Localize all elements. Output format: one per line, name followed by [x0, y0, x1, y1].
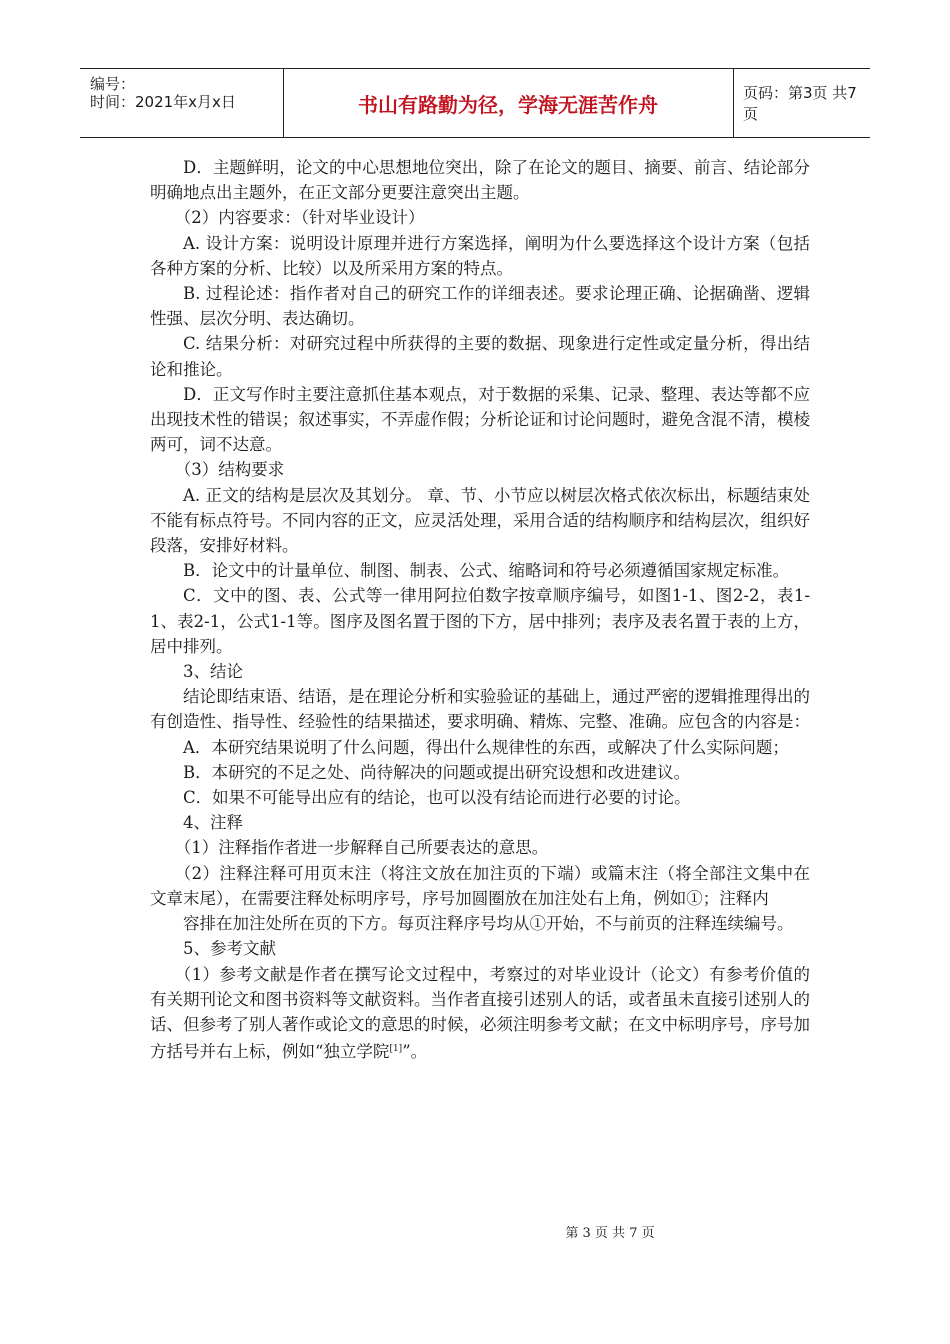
paragraph: （2）注释注释可用页末注（将注文放在加注页的下端）或篇末注（将全部注文集中在文章末尾），在需要注释处标明序号，序号加圆圈放在加注处右上角，例如①；注释内 [150, 863, 810, 908]
header-page-info: 页码：第3页 共7页 [743, 84, 857, 123]
header-meta [80, 69, 284, 137]
paragraph: A. 正文的结构是层次及其划分。 章、节、小节应以树层次格式依次标出，标题结束处不能有标点符号。不同内容的正文，应灵活处理，采用合适的结构顺序和结构层次，组织好段落，安排好材料。 [150, 485, 810, 556]
paragraph [150, 962, 810, 1065]
section-heading: 3、结论 [183, 662, 243, 682]
document-body [150, 155, 810, 1064]
time-label: 时间：2021年x月x日 [90, 93, 236, 111]
paragraph: 结论即结束语、结语，是在理论分析和实验验证的基础上，通过严密的逻辑推理得出的有创造性、指导性、经验性的结果描述，要求明确、精炼、完整、准确。应包含的内容是： [150, 687, 810, 732]
section-heading: 4、注释 [183, 813, 243, 833]
page-footer: 第 3 页 共 7 页 [565, 1226, 655, 1241]
paragraph: B. 过程论述：指作者对自己的研究工作的详细表述。要求论理正确、论据确凿、逻辑性强、层次分明、表达确切。 [150, 284, 810, 329]
section-heading: 5、参考文献 [183, 939, 276, 959]
paragraph: D．正文写作时主要注意抓住基本观点，对于数据的采集、记录、整理、表达等都不应出现技术性的错误；叙述事实，不弄虚作假；分析论证和讨论问题时，避免含混不清，模棱两可，词不达意。 [150, 384, 810, 455]
paragraph: A．本研究结果说明了什么问题，得出什么规律性的东西，或解决了什么实际问题； [183, 737, 789, 757]
number-label: 编号： [90, 75, 136, 93]
paragraph: B．本研究的不足之处、尚待解决的问题或提出研究设想和改进建议。 [183, 762, 691, 782]
section-heading: （3）结构要求 [174, 460, 285, 480]
header-motto: 书山有路勤为径，学海无涯苦作舟 [283, 69, 734, 137]
paragraph: C. 结果分析：对研究过程中所获得的主要的数据、现象进行定性或定量分析，得出结论和推论。 [150, 334, 810, 379]
paragraph-text: （1）参考文献是作者在撰写论文过程中，考察过的对毕业设计（论文）有参考价值的有关期刊论文和图书资料等文献资料。当作者直接引述别人的话，或者虽未直接引述别人的话、但参考了别人著作或论文的意思的时候，必须注明参考文献；在文中标明序号，序号加方括号并右上标，例如“独立学院 [150, 964, 810, 1062]
section-heading: （2）内容要求：（针对毕业设计） [174, 208, 425, 228]
paragraph: C．文中的图、表、公式等一律用阿拉伯数字按章顺序编号，如图1-1、图2-2，表1-1、表2-1，公式1-1等。图序及图名置于图的下方，居中排列；表序及表名置于表的上方，居中排列。 [150, 586, 810, 656]
paragraph: B．论文中的计量单位、制图、制表、公式、缩略词和符号必须遵循国家规定标准。 [183, 561, 790, 581]
paragraph-tail: ”。 [402, 1042, 428, 1062]
paragraph: D．主题鲜明，论文的中心思想地位突出，除了在论文的题目、摘要、前言、结论部分明确地点出主题外，在正文部分更要注意突出主题。 [150, 158, 810, 203]
paragraph: 容排在加注处所在页的下方。每页注释序号均从①开始，不与前页的注释连续编号。 [183, 914, 794, 934]
paragraph: C．如果不可能导出应有的结论，也可以没有结论而进行必要的讨论。 [183, 788, 691, 808]
paragraph: （1）注释指作者进一步解释自己所要表达的意思。 [174, 838, 549, 858]
page-header [80, 68, 870, 138]
paragraph: A. 设计方案：说明设计原理并进行方案选择，阐明为什么要选择这个设计方案（包括各种方案的分析、比较）以及所采用方案的特点。 [150, 233, 810, 278]
reference-marker: [1] [389, 1044, 403, 1055]
